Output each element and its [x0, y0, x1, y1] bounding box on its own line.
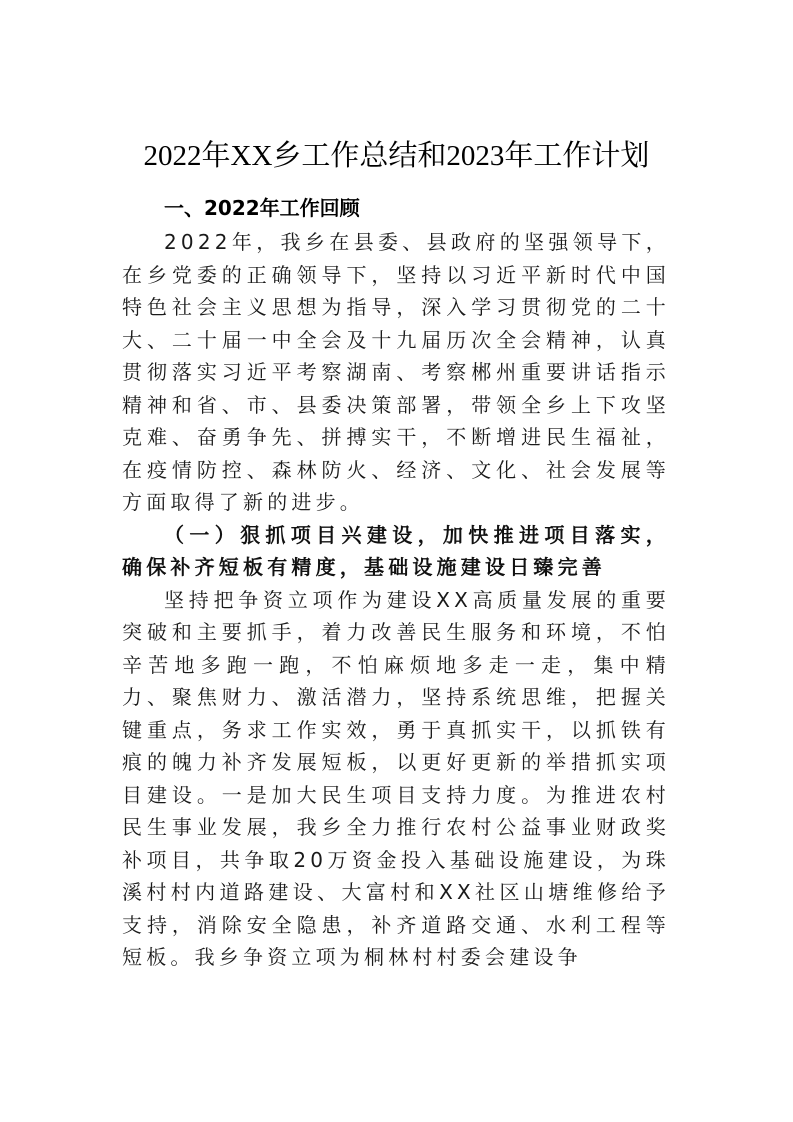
- subsection-heading: （一）狠抓项目兴建设，加快推进项目落实，确保补齐短板有精度，基础设施建设日臻完善: [122, 522, 670, 579]
- section-heading: 一、2022年工作回顾: [164, 196, 360, 220]
- document-body: [122, 190, 670, 974]
- section-paragraph: 2022年，我乡在县委、县政府的坚强领导下，在乡党委的正确领导下，坚持以习近平新时代中国特色社会主义思想为指导，深入学习贯彻党的二十大、二十届一中全会及十九届历次全会精神，认真贯彻落实习近平考察湖南、考察郴州重要讲话指示精神和省、市、县委决策部署，带领全乡上下攻坚克难、奋勇争先、拼搏实干，不断增进民生福祉，在疫情防控、森林防火、经济、文化、社会发展等方面取得了新的进步。: [122, 230, 670, 514]
- document-title: 2022年XX乡工作总结和2023年工作计划: [143, 140, 650, 172]
- subsection-paragraph: 坚持把争资立项作为建设XX高质量发展的重要突破和主要抓手，着力改善民生服务和环境，不怕辛苦地多跑一跑，不怕麻烦地多走一走，集中精力、聚焦财力、激活潜力，坚持系统思维，把握关键重点，务求工作实效，勇于真抓实干，以抓铁有痕的魄力补齐发展短板，以更好更新的举措抓实项目建设。一是加大民生项目支持力度。为推进农村民生事业发展，我乡全力推行农村公益事业财政奖补项目，共争取20万资金投入基础设施建设，为珠溪村村内道路建设、大富村和XX社区山塘维修给予支持，消除安全隐患，补齐道路交通、水利工程等短板。我乡争资立项为桐林村村委会建设争: [122, 587, 670, 969]
